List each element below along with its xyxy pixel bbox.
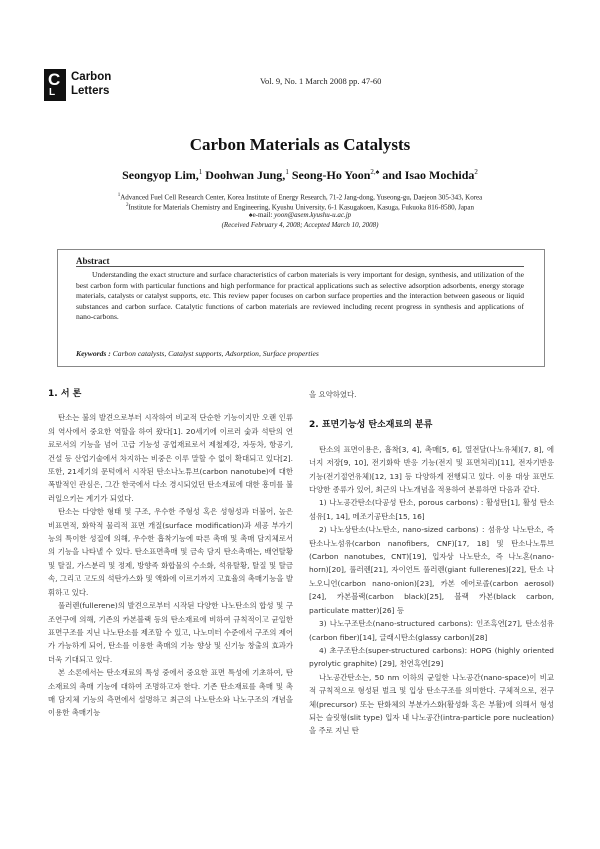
right-paragraph-2: 나노공간탄소는, 50 nm 이하의 균일한 나노공간(nano-space)이 비교적 규칙적으로 형성된 벌크 및 입상 탄소구조를 의미한다. 구체적으로, 전구체(precursor) 또는 탄화체의 부분가스화(활성화 혹은 부활)에 의해서 형성되는 슬릿형(slit type) 입자 내 나노공간(intra-particle pore nucleation)을 주로 지닌 탄 [309, 672, 554, 736]
right-continuation: 을 요약하였다. [309, 390, 357, 399]
logo-letter: C [48, 70, 61, 89]
section-1-heading: 1. 서 론 [48, 389, 82, 399]
left-paragraph-1: 탄소는 불의 발견으로부터 시작하여 비교적 단순한 기능이지만 오랜 인류의 역사에서 중요한 역할을 하여 왔다[1]. 20세기에 이르러 숯과 석탄의 연료로서의 기능을 넘어 고급 기능성 공업재료로서 제철제강, 자동차, 항공기, 건설 등 산업기술에서 차지하는 비중은 이루 말할 수 없이 확대되고 있다[2]. 또한, 21세기의 문턱에서 시작된 탄소나노튜브(carbon nanotube)에 대한 폭발적인 관심은, 그간 한국에서 다소 경시되었던 탄소재료에 대한 흥미를 불러일으키는 계기가 되었다. [48, 413, 293, 503]
keywords-line [76, 349, 524, 358]
email-address[interactable]: yoon@asem.kyushu-u.ac.jp [274, 211, 352, 219]
author-3-sup: 2,♠ [370, 168, 380, 176]
author-1-sup: 1 [198, 168, 203, 176]
logo-small-letter: L [49, 87, 56, 98]
author-4-sup: 2 [474, 168, 478, 176]
list-item-1: 1) 나노공간탄소(다공성 탄소, porous carbons) : 활성탄[1], 활성 탄소섬유[1, 14], 메조기공탄소[15, 16] [309, 498, 554, 521]
section-gap [309, 401, 554, 419]
carbon-letters-logo-icon [44, 69, 66, 101]
journal-name [71, 70, 111, 98]
affiliation-1-sup: 1 [117, 193, 121, 198]
list-item-3: 3) 나노구조탄소(nano-structured carbons): 인조흑연[27], 탄소섬유(carbon fiber)[14], 글래시탄소(glassy carbon)[28] [309, 619, 554, 642]
affiliation-1-text: Advanced Fuel Cell Research Center, Korea Institute of Energy Research, 71-2 Jang-dong, Yuseong-gu, Daejeon 305-343, Korea [120, 193, 483, 202]
received-dates: (Received February 4, 2008; Accepted March 10, 2008) [221, 221, 379, 229]
author-4: and Isao Mochida [379, 168, 475, 182]
email-line [0, 211, 600, 220]
right-paragraph-1: 탄소의 표면이용은, 흡착[3, 4], 촉매[5, 6], 열전달(나노유체)[7, 8], 에너지 저장[9, 10], 전기화학 반응 기능(전지 및 표면처리)[11], 전자기반응기능(전기절연유체)[12, 13] 등 다양하게 전행되고 있다. 이용 대상 표면도 다양한 종류가 있어, 최근의 나노개념을 적용하여 분류하면 다음과 같다. [309, 444, 554, 495]
left-column [48, 388, 293, 720]
author-2-sup: 1 [285, 168, 289, 176]
author-3: Seong-Ho Yoon [288, 168, 371, 182]
section-2-heading: 2. 표면기능성 탄소재료의 분류 [309, 420, 433, 431]
affiliation-2-sup: 2 [125, 203, 129, 208]
keywords-label: Keywords : [76, 349, 113, 358]
abstract-divider [76, 266, 524, 267]
author-1: Seongyop Lim, [122, 168, 199, 182]
journal-reference: Vol. 9, No. 1 March 2008 pp. 47-60 [260, 76, 382, 86]
journal-name-line1: Carbon [71, 71, 112, 83]
left-paragraph-2: 탄소는 다양한 형태 및 구조, 우수한 주형성 혹은 성형성과 더불어, 높은 비표면적, 화학적 물리적 표면 개질(surface modification)과 세공 부가기능의 특이한 성질에 의해, 우수한 흡착기능에 따른 촉매 및 촉매 담지체로서의 기능을 나타낼 수 있다. 탄소표면촉매 및 금속 담지 탄소촉매는, 배연탈황 및 탈질, 가스분리 및 정제, 방향족 화합물의 수소화, 석유탈황, 탈질 및 탈금속, 그리고 고도의 석탄가스화 및 액화에 이르기까지 고효율의 촉매기능을 발휘하고 있다. [48, 507, 293, 597]
right-column [309, 388, 554, 738]
left-paragraph-4: 본 소론에서는 탄소재료의 특성 중에서 중요한 표면 특성에 기초하여, 탄소재료의 촉매 기능에 대하여 조명하고자 한다. 기존 탄소재료를 촉매 및 촉매 담지체 기능의 측면에서 설명하고 최근의 나노탄소와 나노구조의 개념을 이용한 촉매기능 [48, 668, 293, 718]
abstract-body [76, 270, 524, 323]
journal-name-line2: Letters [71, 85, 110, 97]
list-item-4: 4) 초구조탄소(super-structured carbons): HOPG (highly oriented pyrolytic graphite) [29], 천연흑연[29] [309, 645, 554, 669]
list-item-2: 2) 나노상탄소(나노탄소, nano-sized carbons) : 섬유상 나노탄소, 즉 탄소나노섬유(carbon nanofibers, CNF)[17, 18] 및 탄소나노튜브(Carbon nanotubes, CNT)[19], 입자상 나노탄소, 즉 나노혼(nano-horn)[20], 풀러렌[21], 자이언트 풀러렌(giant fullerenes)[22], 탄소 나노오니언(carbon nano-onion)[23], 카본 에어로졸(carbon aerosol)[24], 카본블랙(carbon black)[25], 블랙 카본(black carbon, particulate matter)[26] 등 [309, 525, 554, 615]
email-prefix: ♠e-mail: [248, 211, 275, 219]
keywords-list: Carbon catalysts, Catalyst supports, Adsorption, Surface properties [112, 349, 319, 358]
abstract-paragraph: Understanding the exact structure and surface characteristics of carbon materials is very important for design, synthesis, and utilization of the best carbon form with particular functions and high performance for practical applications such as selective adsorption adsorbents, energy storage materials, catalysts or catalyst supports, etc. This review paper focuses on carbon surface properties and the interaction between gaseous or liquid substances and carbon surface. Catalytic functions of carbon materials are reviewed including recent progress in synthesis and applications of nano-carbons. [76, 270, 524, 321]
journal-logo [44, 68, 164, 108]
abstract-heading: Abstract [76, 256, 110, 266]
author-2: Doohwan Jung, [202, 168, 286, 182]
left-paragraph-3: 풀러렌(fullerene)의 발견으로부터 시작된 다양한 나노탄소의 합성 및 구조연구에 의해, 기존의 카본블랙 등의 탄소재료에 비하여 규칙적이고 균일한 표면구조를 지닌 나노탄소를 제조할 수 있고, 나노미터 수준에서 구조의 제어가 가능하게 되어, 탄소를 이용한 촉매의 기능 향상 및 신기능 창출의 효과가 더욱 기대되고 있다. [48, 601, 293, 664]
affiliation-2-text: Institute for Materials Chemistry and Engineering, Kyushu University, 6-1 Kasugakoen, Kasuga, Fukuoka 816-8580, Japan [128, 203, 475, 212]
paper-title: Carbon Materials as Catalysts [189, 135, 411, 154]
author-list [0, 168, 600, 183]
